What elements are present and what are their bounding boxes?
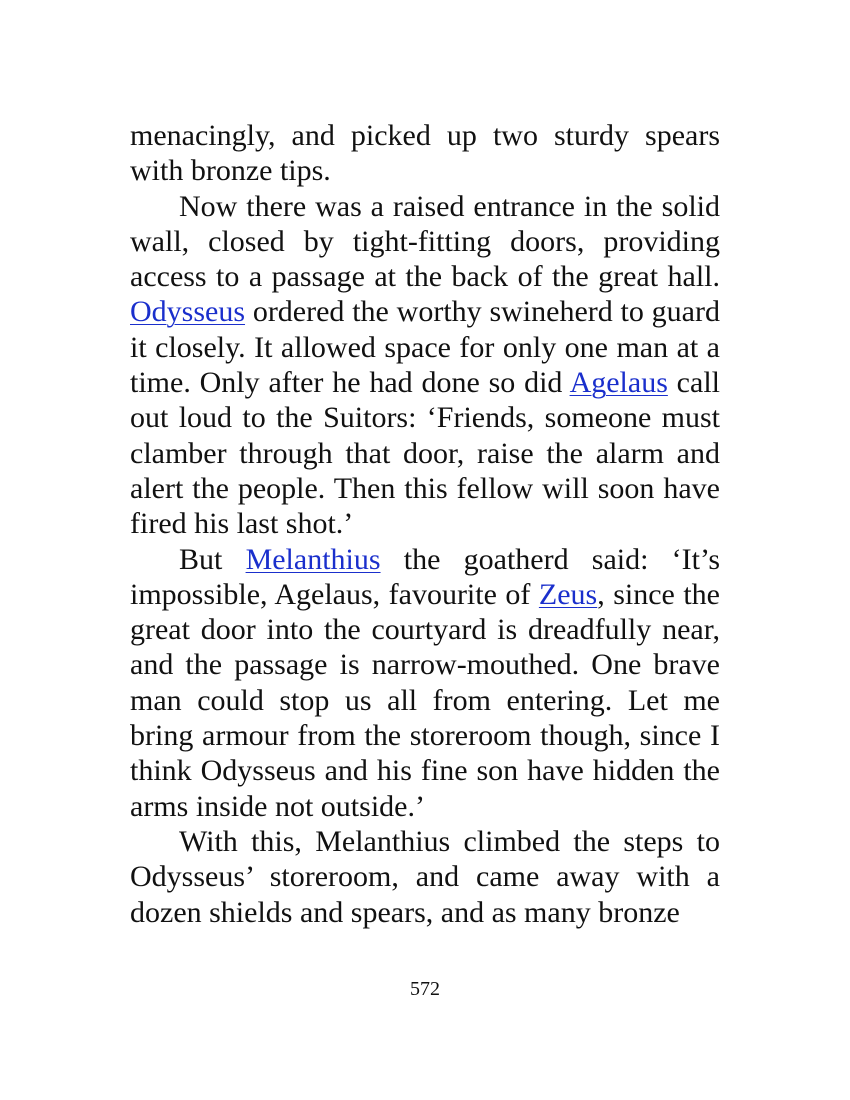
link-odysseus[interactable]: Odysseus (130, 295, 246, 329)
paragraph-1 (130, 118, 720, 189)
text-span: ordered the worthy swineherd to guard it closely. It allowed space for only one man at a time. Only after he had done so did (130, 295, 720, 400)
link-melanthius[interactable]: Melanthius (245, 542, 381, 576)
text-span: , since the great door into the courtyard is dreadfully near, and the passage is narrow-mouthed. One brave man could stop us all from entering. Let me bring armour from the storeroom though, since I think Odysseus and his fine son have hidden the arms inside not outside.’ (130, 577, 720, 823)
text-span: But (179, 542, 246, 576)
paragraph-4 (130, 824, 720, 930)
text-span: menacingly, and picked up two sturdy spears with bronze tips. (130, 119, 720, 188)
text-span: call out loud to the Suitors: ‘Friends, someone must clamber through that door, raise the alarm and alert the people. Then this fellow will soon have fired his last shot.’ (130, 366, 720, 541)
text-span: the goatherd said: ‘It’s impossible, Agelaus, favourite of (130, 542, 720, 611)
page-number: 572 (410, 978, 440, 1000)
link-agelaus[interactable]: Agelaus (569, 366, 668, 400)
page-text (130, 118, 720, 930)
paragraph-3 (130, 542, 720, 824)
text-span: Now there was a raised entrance in the solid wall, closed by tight-fitting doors, providing access to a passage at the back of the great hall. (130, 189, 720, 294)
paragraph-2 (130, 189, 720, 542)
text-span: With this, Melanthius climbed the steps to Odysseus’ storeroom, and came away with a dozen shields and spears, and as many bronze (130, 824, 720, 929)
link-zeus[interactable]: Zeus (538, 577, 598, 611)
